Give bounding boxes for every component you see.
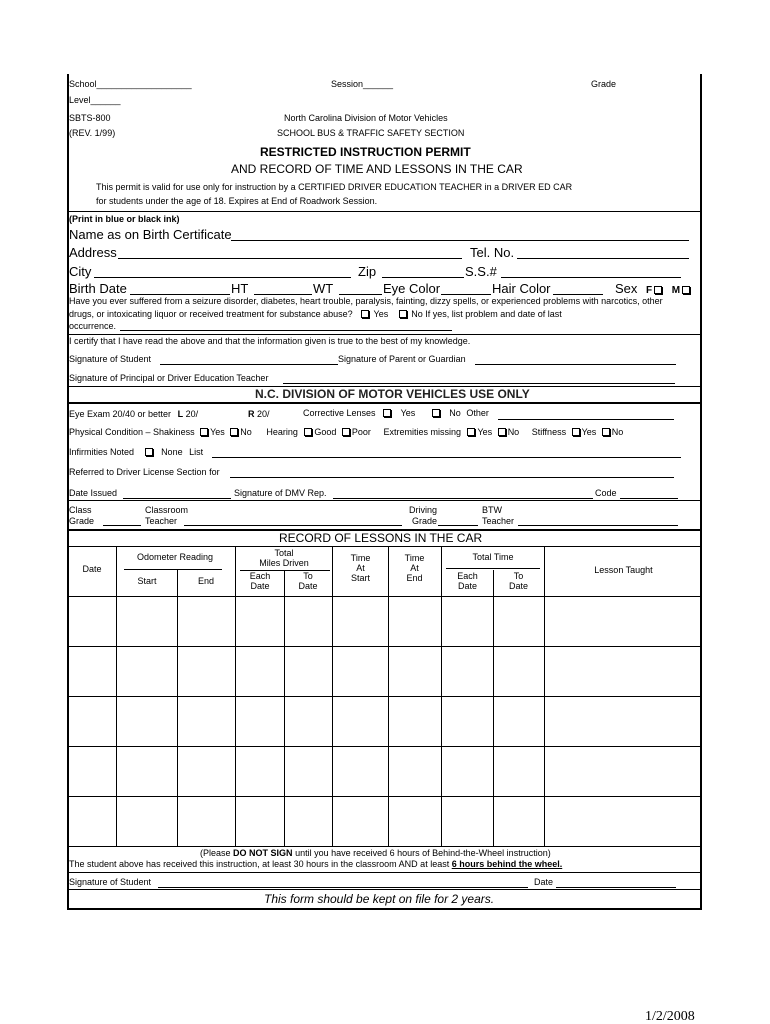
btw-teacher-label: BTW Teacher: [482, 505, 515, 526]
eye-exam-right: R 20/: [248, 409, 270, 419]
sig-principal-label: Signature of Principal or Driver Education Teacher: [69, 373, 269, 383]
certify-text: I certify that I have read the above and that the information given is true to the best of my knowledge.: [69, 336, 471, 346]
lessons-heading: RECORD OF LESSONS IN THE CAR: [279, 531, 483, 545]
divider: [67, 211, 702, 212]
class-grade-label: Class Grade: [69, 505, 95, 526]
birth-label: Birth Date: [69, 281, 127, 296]
table-row: [67, 596, 702, 597]
ss-input[interactable]: [501, 277, 681, 278]
col-time-to-date: To Date: [508, 571, 528, 591]
col-odometer: Odometer Reading: [136, 552, 214, 562]
table-row: [67, 846, 702, 847]
sex-f-checkbox[interactable]: [654, 286, 662, 294]
btw-teacher-input[interactable]: [518, 525, 678, 526]
date-issued-label: Date Issued: [69, 488, 118, 498]
table-row: [67, 746, 702, 747]
extremities-no-checkbox[interactable]: [498, 428, 506, 436]
corrective-lenses: Corrective Lenses Yes No Other: [303, 408, 489, 418]
seizure-question-1: Have you ever suffered from a seizure disorder, diabetes, heart trouble, paralysis, fainting, dizzy spells, or experienced problems with narcotics, other: [69, 296, 663, 306]
classroom-teacher-label: Classroom Teacher: [145, 505, 189, 526]
occurrence-label: occurrence.: [69, 321, 117, 331]
referred-input[interactable]: [230, 477, 674, 478]
driving-grade-input[interactable]: [438, 525, 478, 526]
validity-line-1: This permit is valid for use only for instruction by a CERTIFIED DRIVER EDUCATION TEACHER in a DRIVER ED CAR: [96, 182, 573, 192]
infirmities-row: Infirmities Noted None List: [69, 447, 204, 457]
table-row: [67, 696, 702, 697]
eye-color-input[interactable]: [441, 294, 491, 295]
validity-line-2: for students under the age of 18. Expires at End of Roadwork Session.: [96, 196, 378, 206]
section-name: SCHOOL BUS & TRAFFIC SAFETY SECTION: [277, 128, 465, 138]
sig-parent-label: Signature of Parent or Guardian: [338, 354, 466, 364]
dmv-heading: N.C. DIVISION OF MOTOR VEHICLES USE ONLY: [255, 387, 530, 401]
divider: [67, 872, 702, 873]
hair-color-input[interactable]: [553, 294, 603, 295]
footer-date-input[interactable]: [556, 887, 676, 888]
ht-label: HT: [231, 281, 249, 296]
wt-input[interactable]: [339, 294, 382, 295]
divider: [67, 889, 702, 890]
birth-input[interactable]: [130, 294, 230, 295]
ink-note: (Print in blue or black ink): [69, 214, 180, 224]
sig-dmv-input[interactable]: [333, 498, 593, 499]
sig-parent-input[interactable]: [475, 364, 676, 365]
form-number: SBTS-800: [69, 113, 111, 123]
grid-line: [284, 570, 285, 846]
col-time-at-start: Time At Start: [350, 553, 371, 583]
code-label: Code: [595, 488, 617, 498]
shakiness-no-checkbox[interactable]: [230, 428, 238, 436]
session-field[interactable]: Session______: [331, 79, 394, 89]
city-label: City: [69, 264, 92, 279]
seizure-yes-checkbox[interactable]: [361, 310, 369, 318]
level-field[interactable]: Level______: [69, 95, 121, 105]
do-not-sign-note: (Please DO NOT SIGN until you have received 6 hours of Behind-the-Wheel instruction): [200, 848, 551, 858]
class-grade-input[interactable]: [103, 525, 141, 526]
footer-sig-student-input[interactable]: [158, 887, 528, 888]
grade-field[interactable]: Grade: [591, 79, 617, 89]
hair-color-label: Hair Color: [492, 281, 551, 296]
stiffness-no-checkbox[interactable]: [602, 428, 610, 436]
school-field[interactable]: School___________________: [69, 79, 192, 89]
sig-principal-input[interactable]: [283, 383, 675, 384]
revision: (REV. 1/99): [69, 128, 116, 138]
driving-grade-label: Driving Grade: [408, 505, 437, 526]
ht-input[interactable]: [254, 294, 312, 295]
eye-exam-row: Eye Exam 20/40 or better L 20/: [69, 409, 199, 419]
wt-label: WT: [313, 281, 334, 296]
footer-date-label: Date: [534, 877, 554, 887]
tel-input[interactable]: [517, 258, 689, 259]
corrective-yes-checkbox[interactable]: [383, 409, 391, 417]
infirmities-none-checkbox[interactable]: [145, 448, 153, 456]
zip-input[interactable]: [382, 277, 464, 278]
sex-label: Sex F M: [615, 282, 692, 296]
col-time-at-end: Time At End: [404, 553, 425, 583]
eye-color-label: Eye Color: [383, 281, 441, 296]
total-time-divider: [446, 568, 540, 569]
col-date: Date: [82, 564, 102, 574]
address-input[interactable]: [118, 258, 462, 259]
divider: [67, 402, 702, 404]
table-row: [67, 796, 702, 797]
infirmities-input[interactable]: [212, 457, 681, 458]
sig-dmv-label: Signature of DMV Rep.: [234, 488, 327, 498]
print-date: 1/2/2008: [645, 1009, 695, 1024]
col-end: End: [197, 576, 214, 586]
address-label: Address: [69, 245, 117, 260]
referred-label: Referred to Driver License Section for: [69, 467, 220, 477]
name-label: Name as on Birth Certificate: [69, 227, 232, 242]
code-input[interactable]: [620, 498, 678, 499]
divider: [67, 334, 702, 335]
zip-label: Zip: [358, 264, 377, 279]
col-miles-each-date: Each Date: [249, 571, 271, 591]
sig-student-label: Signature of Student: [69, 354, 152, 364]
grid-line: [493, 570, 494, 846]
sig-student-input[interactable]: [160, 364, 338, 365]
sex-m-checkbox[interactable]: [682, 286, 690, 294]
page-title: RESTRICTED INSTRUCTION PERMIT: [260, 145, 471, 159]
name-input[interactable]: [231, 240, 689, 241]
keep-on-file-note: This form should be kept on file for 2 years.: [264, 892, 495, 906]
agency-name: North Carolina Division of Motor Vehicles: [284, 113, 448, 123]
physical-condition-row: Physical Condition – Shakiness Yes No Hearing Good Poor Extremities missing Yes No Stiffness Yes No: [69, 427, 624, 437]
hearing-good-checkbox[interactable]: [304, 428, 312, 436]
page-subtitle: AND RECORD OF TIME AND LESSONS IN THE CAR: [231, 162, 523, 176]
classroom-teacher-input[interactable]: [184, 525, 402, 526]
divider: [67, 546, 702, 547]
col-total-time: Total Time: [472, 552, 514, 562]
other-input[interactable]: [498, 419, 674, 420]
col-total-miles: Total Miles Driven: [259, 548, 309, 568]
grid-line: [177, 570, 178, 846]
tel-label: Tel. No.: [470, 245, 515, 260]
stiffness-yes-checkbox[interactable]: [572, 428, 580, 436]
ss-label: S.S.#: [465, 264, 497, 279]
received-note: The student above has received this instruction, at least 30 hours in the classroom AND at least 6 hours behind the wheel.: [69, 859, 563, 869]
city-input[interactable]: [94, 277, 351, 278]
seizure-no-checkbox[interactable]: [399, 310, 407, 318]
footer-sig-student-label: Signature of Student: [69, 877, 152, 887]
col-start: Start: [137, 576, 157, 586]
extremities-yes-checkbox[interactable]: [467, 428, 475, 436]
corrective-no-checkbox[interactable]: [432, 409, 440, 417]
divider: [67, 500, 702, 501]
col-lesson-taught: Lesson Taught: [594, 565, 653, 575]
table-row: [67, 646, 702, 647]
odometer-divider: [124, 569, 222, 570]
col-time-each-date: Each Date: [457, 571, 478, 591]
date-issued-input[interactable]: [123, 498, 231, 499]
col-miles-to-date: To Date: [298, 571, 318, 591]
seizure-question-2: drugs, or intoxicating liquor or received treatment for substance abuse? Yes No If yes, list problem and date of last: [69, 309, 562, 319]
hearing-poor-checkbox[interactable]: [342, 428, 350, 436]
shakiness-yes-checkbox[interactable]: [200, 428, 208, 436]
occurrence-input[interactable]: [120, 330, 452, 331]
